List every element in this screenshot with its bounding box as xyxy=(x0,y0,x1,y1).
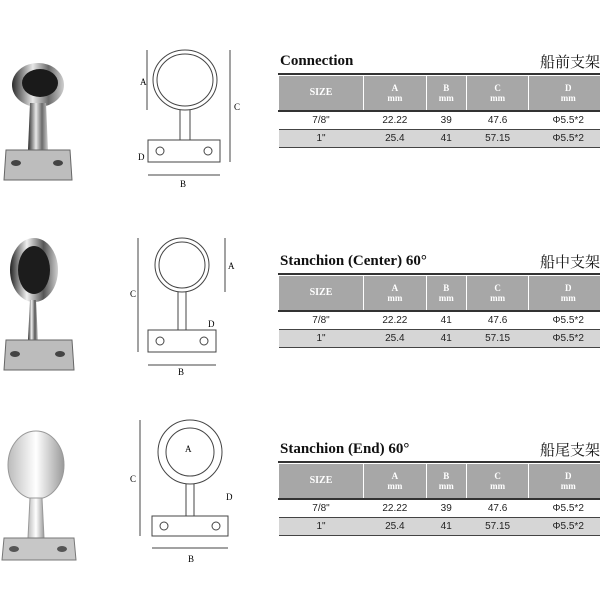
col-header-c: C mm xyxy=(466,76,529,112)
section-cn-title: 船前支架 xyxy=(540,53,600,71)
table-row: 7/8" 22.22 41 47.6 Φ5.5*2 xyxy=(279,311,600,330)
col-header-c: C mm xyxy=(466,276,529,312)
col-header-size: SIZE xyxy=(279,276,364,312)
label-b: B xyxy=(180,179,187,189)
col-header-a: A mm xyxy=(364,276,427,312)
table-row: 1" 25.4 41 57.15 Φ5.5*2 xyxy=(279,330,600,348)
col-header-d: D mm xyxy=(529,464,600,500)
table-row: 1" 25.4 41 57.15 Φ5.5*2 xyxy=(279,130,600,148)
spec-table xyxy=(278,75,600,148)
section-cn-title: 船尾支架 xyxy=(540,441,600,459)
spec-table xyxy=(278,275,600,348)
section-title: Connection xyxy=(280,53,354,69)
table-row: 7/8" 22.22 39 47.6 Φ5.5*2 xyxy=(279,111,600,130)
col-header-b: B mm xyxy=(426,76,466,112)
section-stanchion-center xyxy=(0,200,600,400)
connection-drawing xyxy=(130,40,250,195)
spec-table xyxy=(278,463,600,536)
col-header-d: D mm xyxy=(529,276,600,312)
connection-photo xyxy=(0,55,86,190)
col-header-c: C mm xyxy=(466,464,529,500)
stanchion-center-photo xyxy=(0,230,86,380)
label-b: B xyxy=(178,367,185,375)
section-title: Stanchion (Center) 60° xyxy=(280,253,427,269)
col-header-b: B mm xyxy=(426,464,466,500)
section-cn-title: 船中支架 xyxy=(540,253,600,271)
col-header-d: D mm xyxy=(529,76,600,112)
label-c: C xyxy=(130,474,137,484)
col-header-size: SIZE xyxy=(279,76,364,112)
col-header-b: B mm xyxy=(426,276,466,312)
table-row: 1" 25.4 41 57.15 Φ5.5*2 xyxy=(279,518,600,536)
label-d: D xyxy=(138,152,145,162)
label-c: C xyxy=(130,289,137,299)
table-row: 7/8" 22.22 39 47.6 Φ5.5*2 xyxy=(279,499,600,518)
label-a: A xyxy=(228,261,235,271)
section-connection xyxy=(0,0,600,200)
label-c: C xyxy=(234,102,241,112)
label-a: A xyxy=(185,444,192,454)
stanchion-end-drawing xyxy=(130,412,250,572)
label-b: B xyxy=(188,554,195,564)
stanchion-end-photo xyxy=(0,420,86,570)
col-header-size: SIZE xyxy=(279,464,364,500)
stanchion-center-drawing xyxy=(130,235,250,375)
label-d: D xyxy=(226,492,233,502)
label-a: A xyxy=(140,77,147,87)
label-d: D xyxy=(208,319,215,329)
section-title: Stanchion (End) 60° xyxy=(280,441,410,457)
col-header-a: A mm xyxy=(364,76,427,112)
col-header-a: A mm xyxy=(364,464,427,500)
section-stanchion-end xyxy=(0,400,600,600)
